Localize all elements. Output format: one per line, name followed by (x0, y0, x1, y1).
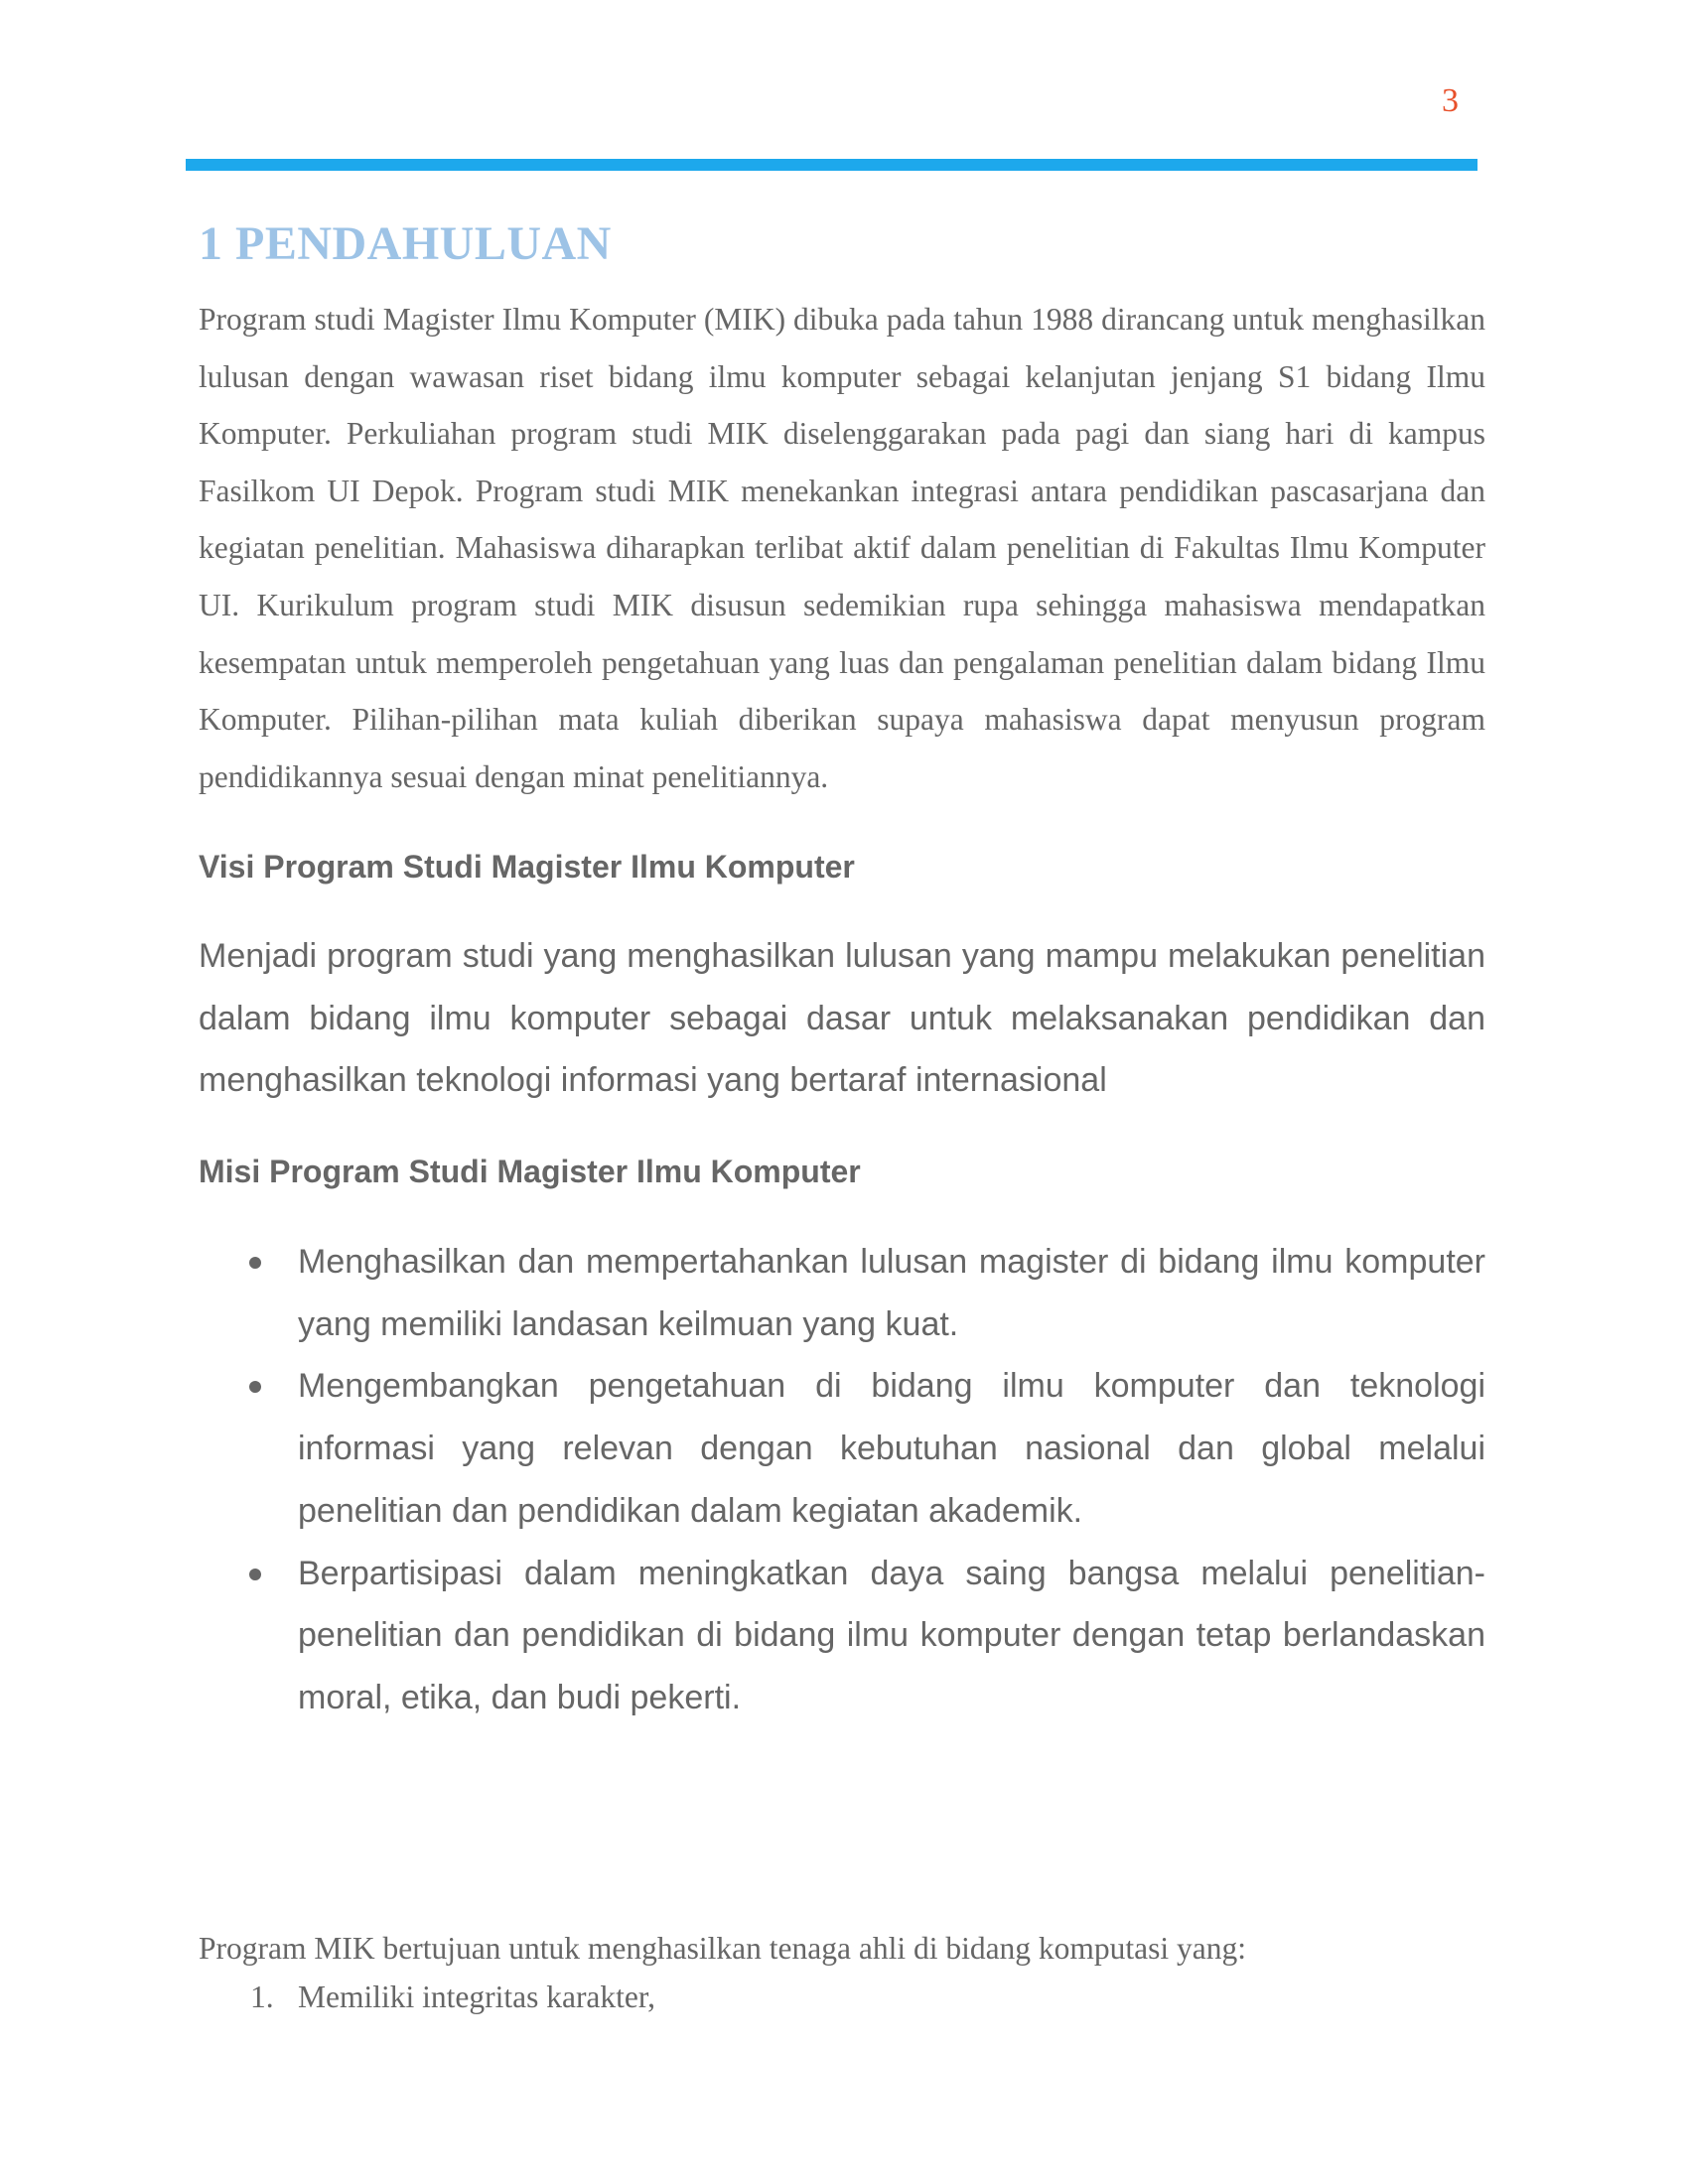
misi-list-item (199, 1543, 1485, 1729)
chapter-title: 1 PENDAHULUAN (199, 217, 612, 270)
intro-paragraph: Program studi Magister Ilmu Komputer (MIK) dibuka pada tahun 1988 dirancang untuk menghasilkan lulusan dengan wawasan riset bidang ilmu komputer sebagai kelanjutan jenjang S1 bidang Ilmu Komputer. Perkuliahan program studi MIK diselenggarakan pada pagi dan siang hari di kampus Fasilkom UI Depok. Program studi MIK menekankan integrasi antara pendidikan pascasarjana dan kegiatan penelitian. Mahasiswa diharapkan terlibat aktif dalam penelitian di Fakultas Ilmu Komputer UI. Kurikulum program studi MIK disusun sedemikian rupa sehingga mahasiswa mendapatkan kesempatan untuk memperoleh pengetahuan yang luas dan pengalaman penelitian dalam bidang Ilmu Komputer. Pilihan-pilihan mata kuliah diberikan supaya mahasiswa dapat menyusun program pendidikannya sesuai dengan minat penelitiannya. (199, 302, 1485, 794)
goal-item-text: Memiliki integritas karakter, (298, 1979, 656, 2014)
bullet-icon (249, 1257, 261, 1269)
misi-heading: Misi Program Studi Magister Ilmu Komputer (199, 1154, 861, 1189)
misi-item-text: Menghasilkan dan mempertahankan lulusan magister di bidang ilmu komputer yang memiliki landasan keilmuan yang kuat. (298, 1243, 1485, 1343)
page-number: 3 (1442, 82, 1459, 119)
goals-list (199, 1979, 655, 2016)
misi-list (199, 1231, 1485, 1729)
list-number: 1. (250, 1979, 274, 2014)
misi-list-item (199, 1355, 1485, 1542)
goals-intro: Program MIK bertujuan untuk menghasilkan tenaga ahli di bidang komputasi yang: (199, 1931, 1247, 1966)
header-divider (186, 159, 1477, 171)
visi-statement: Menjadi program studi yang menghasilkan lulusan yang mampu melakukan penelitian dalam bidang ilmu komputer sebagai dasar untuk melaksanakan pendidikan dan menghasilkan teknologi informasi yang bertaraf internasional (199, 937, 1485, 1100)
misi-item-text: Mengembangkan pengetahuan di bidang ilmu komputer dan teknologi informasi yang relevan dengan kebutuhan nasional dan global melalui penelitian dan pendidikan dalam kegiatan akademik. (298, 1367, 1485, 1530)
misi-list-item (199, 1231, 1485, 1355)
bullet-icon (249, 1381, 261, 1393)
bullet-icon (249, 1569, 261, 1580)
goals-list-item (199, 1979, 655, 2016)
visi-heading: Visi Program Studi Magister Ilmu Komputer (199, 849, 855, 885)
misi-item-text: Berpartisipasi dalam meningkatkan daya saing bangsa melalui penelitian-penelitian dan pendidikan di bidang ilmu komputer dengan tetap berlandaskan moral, etika, dan budi pekerti. (298, 1554, 1485, 1716)
